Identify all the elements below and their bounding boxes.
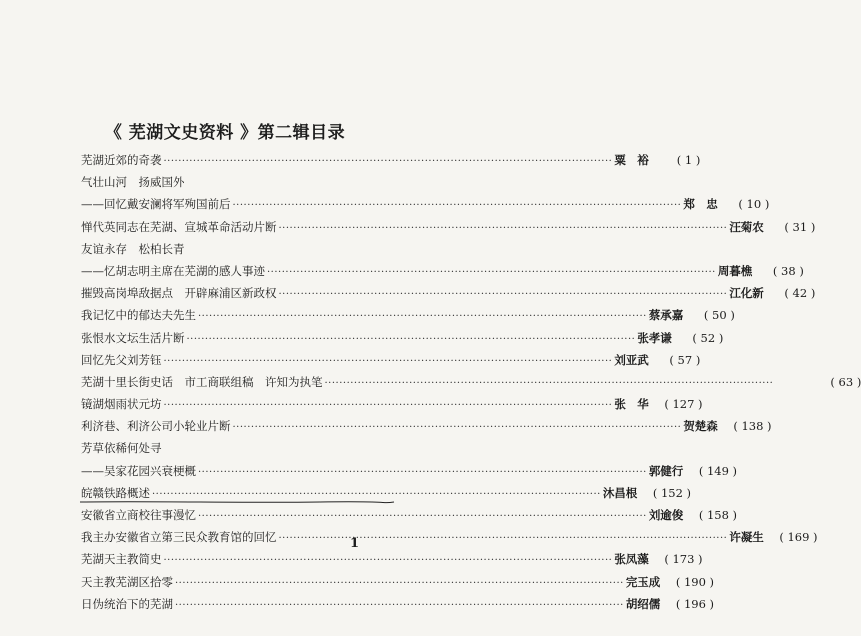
toc-entry-author: 贺楚森 (683, 419, 718, 434)
toc-entry-title: 天主教芜湖区拾零 (81, 574, 173, 589)
toc-entry-title: 友谊永存 松柏长青 (81, 241, 185, 256)
toc-entry-title: 惮代英同志在芜湖、宣城革命活动片断 (81, 219, 277, 234)
toc-entry (81, 263, 804, 285)
toc-entry-author: 粟 裕 (614, 153, 649, 167)
toc-entry-page: ( 63 ) (830, 374, 861, 389)
toc-entry-page: ( 31 ) (784, 219, 816, 234)
toc-entry-title: 我记忆中的郁达夫先生 (81, 308, 196, 323)
toc-entry-title: 安徽省立商校往事漫忆 (81, 508, 196, 522)
toc-leader-dots (233, 422, 682, 433)
toc-leader-dots (279, 533, 728, 544)
toc-entry (81, 307, 735, 329)
toc-entry-author: 刘亚武 (614, 352, 649, 367)
toc-entry (81, 418, 772, 440)
toc-entry-author: 张凤藻 (614, 552, 649, 567)
toc-entry-author: 刘逾俊 (648, 508, 684, 522)
toc-entry-title: 张恨水文坛生活片断 (81, 330, 185, 345)
page-number: 1 (350, 536, 360, 551)
toc-leader-dots (279, 223, 728, 234)
toc-entry-page: ( 10 ) (738, 197, 770, 212)
toc-entry-page: ( 169 ) (779, 530, 818, 545)
toc-entry (81, 219, 816, 241)
toc-leader-dots (164, 356, 613, 367)
toc-leader-dots (175, 578, 624, 589)
toc-entry-title: 芳草依稀何处寻 (81, 441, 162, 456)
toc-entry-page: ( 173 ) (664, 552, 703, 567)
toc-entry-page: ( 127 ) (664, 397, 703, 412)
toc-entry-title: 芜湖近郊的奇袭 (81, 153, 162, 167)
toc-entry-title: ——吴家花园兴衰梗概 (81, 463, 196, 478)
toc-entry-author: 郭健行 (648, 463, 684, 478)
toc-entry-page: ( 1 ) (676, 153, 701, 167)
toc-entry-author: 周暮樵 (717, 263, 753, 278)
toc-entry-page: ( 149 ) (698, 463, 738, 478)
toc-entry-page: ( 138 ) (733, 419, 772, 434)
toc-entry-page: ( 38 ) (772, 263, 804, 278)
toc-entry (81, 463, 738, 485)
toc-entry (81, 574, 715, 596)
toc-entry-author: 许凝生 (729, 530, 764, 545)
toc-entry (81, 152, 701, 174)
toc-entry (81, 174, 371, 196)
page-title: 《 芜湖文史资料 》第二辑目录 (104, 123, 346, 143)
toc-entry-title: ——忆胡志明主席在芜湖的感人事迹 (81, 263, 265, 278)
toc-leader-dots (164, 555, 613, 566)
toc-entry (81, 396, 703, 418)
toc-entry-author: 江化新 (729, 286, 764, 301)
toc-entry-author: 张 华 (614, 397, 649, 412)
toc-entry-title: 芜湖十里长街史话 市工商联组稿 许知为执笔 (81, 374, 323, 389)
toc-leader-dots (164, 156, 613, 167)
toc-entry-title: 皖赣铁路概述 (81, 485, 150, 500)
toc-leader-dots (187, 334, 636, 345)
toc-leader-dots (325, 378, 774, 389)
toc-leader-dots (198, 511, 647, 522)
toc-entry-page: ( 42 ) (784, 286, 816, 301)
toc-entry-title: 我主办安徽省立第三民众教育馆的回忆 (81, 530, 277, 545)
toc-entry (81, 374, 861, 396)
toc-entry-page: ( 158 ) (698, 508, 738, 522)
toc-leader-dots (198, 467, 647, 478)
toc-entry-author: 汪菊农 (729, 219, 764, 234)
toc-leader-dots (279, 289, 728, 300)
toc-entry-page: ( 152 ) (652, 485, 692, 500)
toc-entry-title: 回忆先父刘芳钰 (81, 352, 162, 367)
toc-entry-title: 摧毁高岗埠敌据点 开辟麻浦区新政权 (81, 286, 277, 301)
toc-entry (81, 241, 371, 263)
toc-entry-author: 沐昌根 (602, 485, 638, 500)
table-of-contents (81, 152, 861, 618)
toc-entry-author: 张孝谦 (637, 330, 672, 345)
toc-entry-title: 日伪统治下的芜湖 (81, 596, 173, 611)
toc-leader-dots (164, 400, 613, 411)
toc-entry-author: 胡绍儒 (625, 596, 661, 611)
toc-entry-page: ( 50 ) (703, 308, 735, 323)
toc-entry-author: 完玉成 (625, 574, 661, 589)
toc-leader-dots (198, 311, 647, 322)
toc-entry-author: 蔡承嘉 (648, 308, 684, 323)
toc-entry-title: 利济巷、利济公司小轮业片断 (81, 419, 231, 434)
pen-underline-mark (80, 500, 394, 503)
toc-entry (81, 352, 701, 374)
toc-leader-dots (152, 489, 601, 500)
toc-entry (81, 507, 738, 529)
toc-leader-dots (233, 200, 682, 211)
toc-entry (81, 330, 724, 352)
toc-entry-title: 芜湖天主教简史 (81, 552, 162, 567)
toc-entry (81, 196, 770, 218)
toc-entry-title: 镜湖烟雨状元坊 (81, 397, 162, 412)
toc-entry (81, 551, 703, 573)
toc-leader-dots (267, 267, 716, 278)
toc-entry (81, 440, 371, 462)
toc-entry-page: ( 57 ) (669, 352, 701, 367)
toc-entry (81, 285, 816, 307)
toc-entry-page: ( 190 ) (675, 574, 715, 589)
toc-entry (81, 596, 715, 618)
toc-entry-title: ——回忆戴安澜将军殉国前后 (81, 197, 231, 212)
toc-entry-page: ( 52 ) (692, 330, 724, 345)
toc-leader-dots (175, 600, 624, 611)
toc-entry-page: ( 196 ) (675, 596, 715, 611)
toc-entry-title: 气壮山河 扬威国外 (81, 175, 185, 190)
toc-entry-author: 郑 忠 (683, 197, 718, 212)
toc-entry (81, 529, 818, 551)
